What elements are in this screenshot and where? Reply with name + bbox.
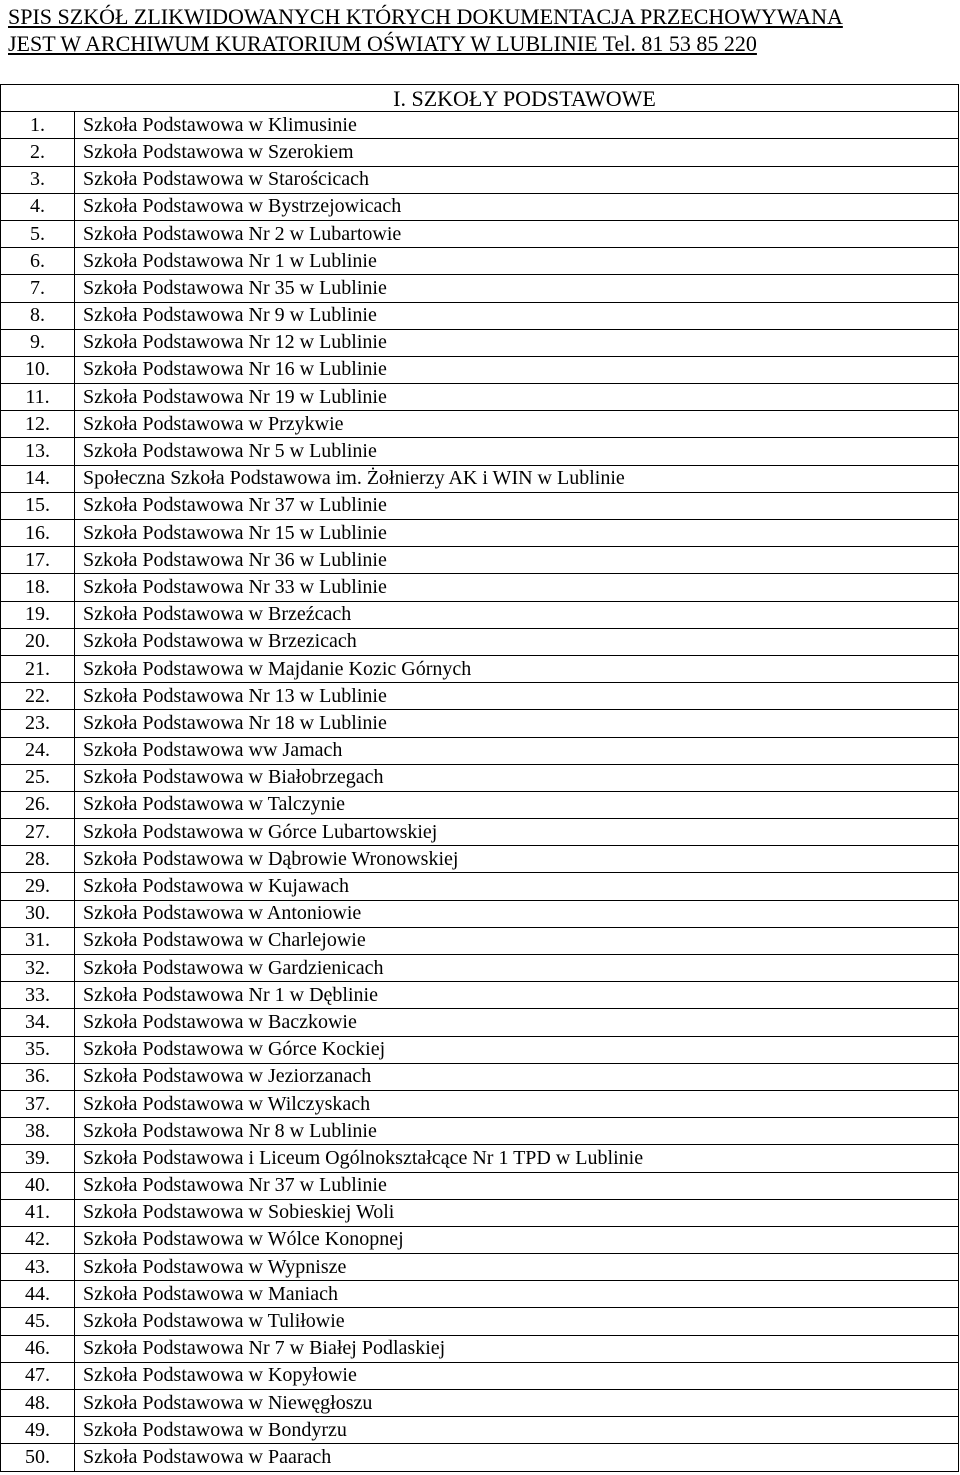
school-name: Szkoła Podstawowa Nr 36 w Lublinie xyxy=(75,547,959,574)
row-number: 29. xyxy=(1,873,75,900)
row-number: 14. xyxy=(1,465,75,492)
row-number: 24. xyxy=(1,737,75,764)
table-row xyxy=(1,1390,959,1417)
row-number: 38. xyxy=(1,1118,75,1145)
table-row xyxy=(1,112,959,139)
table-row xyxy=(1,1009,959,1036)
table-row xyxy=(1,927,959,954)
school-name: Szkoła Podstawowa w Wypnisze xyxy=(75,1254,959,1281)
row-number: 15. xyxy=(1,492,75,519)
row-number: 1. xyxy=(1,112,75,139)
school-name: Szkoła Podstawowa Nr 7 w Białej Podlaskiej xyxy=(75,1335,959,1362)
table-row xyxy=(1,356,959,383)
school-name: Szkoła Podstawowa w Przykwie xyxy=(75,411,959,438)
row-number: 5. xyxy=(1,220,75,247)
table-row xyxy=(1,1281,959,1308)
row-number: 23. xyxy=(1,710,75,737)
row-number: 18. xyxy=(1,574,75,601)
school-name: Szkoła Podstawowa w Sobieskiej Woli xyxy=(75,1199,959,1226)
school-name: Szkoła Podstawowa w Charlejowie xyxy=(75,927,959,954)
row-number: 19. xyxy=(1,601,75,628)
table-row xyxy=(1,574,959,601)
school-name: Szkoła Podstawowa w Bystrzejowicach xyxy=(75,193,959,220)
header-line-2: JEST W ARCHIWUM KURATORIUM OŚWIATY W LUBLINIE Tel. 81 53 85 220 xyxy=(8,31,757,56)
row-number: 37. xyxy=(1,1090,75,1117)
table-row xyxy=(1,900,959,927)
row-number: 9. xyxy=(1,329,75,356)
row-number: 31. xyxy=(1,927,75,954)
school-name: Szkoła Podstawowa w Górce Kockiej xyxy=(75,1036,959,1063)
table-row xyxy=(1,438,959,465)
school-name: Szkoła Podstawowa ww Jamach xyxy=(75,737,959,764)
school-name: Szkoła Podstawowa w Starościcach xyxy=(75,166,959,193)
table-row xyxy=(1,520,959,547)
row-number: 41. xyxy=(1,1199,75,1226)
row-number: 27. xyxy=(1,819,75,846)
table-row xyxy=(1,1417,959,1444)
section-header-row xyxy=(1,85,959,112)
table-row xyxy=(1,492,959,519)
school-name: Szkoła Podstawowa Nr 1 w Dęblinie xyxy=(75,982,959,1009)
table-row xyxy=(1,1362,959,1389)
row-number: 16. xyxy=(1,520,75,547)
school-name: Szkoła Podstawowa w Białobrzegach xyxy=(75,764,959,791)
school-name: Szkoła Podstawowa w Tuliłowie xyxy=(75,1308,959,1335)
school-name: Szkoła Podstawowa w Niewęgłoszu xyxy=(75,1390,959,1417)
table-row xyxy=(1,302,959,329)
school-name: Społeczna Szkoła Podstawowa im. Żołnierzy AK i WIN w Lublinie xyxy=(75,465,959,492)
row-number: 36. xyxy=(1,1063,75,1090)
table-row xyxy=(1,1308,959,1335)
table-row xyxy=(1,1063,959,1090)
table-row xyxy=(1,601,959,628)
table-row xyxy=(1,220,959,247)
table-row xyxy=(1,193,959,220)
table-row xyxy=(1,873,959,900)
school-name: Szkoła Podstawowa w Antoniowie xyxy=(75,900,959,927)
table-row xyxy=(1,411,959,438)
school-name: Szkoła Podstawowa w Dąbrowie Wronowskiej xyxy=(75,846,959,873)
row-number: 42. xyxy=(1,1226,75,1253)
school-name: Szkoła Podstawowa Nr 2 w Lubartowie xyxy=(75,220,959,247)
schools-table xyxy=(0,84,959,1472)
table-row xyxy=(1,1226,959,1253)
school-name: Szkoła Podstawowa w Kopyłowie xyxy=(75,1362,959,1389)
row-number: 34. xyxy=(1,1009,75,1036)
school-name: Szkoła Podstawowa Nr 9 w Lublinie xyxy=(75,302,959,329)
row-number: 30. xyxy=(1,900,75,927)
school-name: Szkoła Podstawowa Nr 12 w Lublinie xyxy=(75,329,959,356)
document-header xyxy=(8,3,948,57)
school-name: Szkoła Podstawowa Nr 5 w Lublinie xyxy=(75,438,959,465)
table-row xyxy=(1,329,959,356)
school-name: Szkoła Podstawowa w Majdanie Kozic Górnych xyxy=(75,655,959,682)
school-name: Szkoła Podstawowa w Klimusinie xyxy=(75,112,959,139)
row-number: 20. xyxy=(1,628,75,655)
row-number: 2. xyxy=(1,139,75,166)
school-name: Szkoła Podstawowa w Wilczyskach xyxy=(75,1090,959,1117)
table-row xyxy=(1,1444,959,1471)
school-name: Szkoła Podstawowa w Baczkowie xyxy=(75,1009,959,1036)
row-number: 21. xyxy=(1,655,75,682)
table-row xyxy=(1,139,959,166)
row-number: 12. xyxy=(1,411,75,438)
school-name: Szkoła Podstawowa w Górce Lubartowskiej xyxy=(75,819,959,846)
row-number: 48. xyxy=(1,1390,75,1417)
row-number: 45. xyxy=(1,1308,75,1335)
school-name: Szkoła Podstawowa w Brzezicach xyxy=(75,628,959,655)
school-name: Szkoła Podstawowa Nr 37 w Lublinie xyxy=(75,1172,959,1199)
school-name: Szkoła Podstawowa w Szerokiem xyxy=(75,139,959,166)
table-row xyxy=(1,655,959,682)
school-name: Szkoła Podstawowa Nr 15 w Lublinie xyxy=(75,520,959,547)
school-name: Szkoła Podstawowa w Jeziorzanach xyxy=(75,1063,959,1090)
row-number: 49. xyxy=(1,1417,75,1444)
row-number: 33. xyxy=(1,982,75,1009)
table-row xyxy=(1,1199,959,1226)
table-row xyxy=(1,764,959,791)
table-row xyxy=(1,982,959,1009)
school-name: Szkoła Podstawowa w Talczynie xyxy=(75,791,959,818)
school-name: Szkoła Podstawowa Nr 8 w Lublinie xyxy=(75,1118,959,1145)
table-row xyxy=(1,1254,959,1281)
school-name: Szkoła Podstawowa w Maniach xyxy=(75,1281,959,1308)
row-number: 3. xyxy=(1,166,75,193)
school-name: Szkoła Podstawowa Nr 1 w Lublinie xyxy=(75,248,959,275)
school-name: Szkoła Podstawowa Nr 18 w Lublinie xyxy=(75,710,959,737)
table-row xyxy=(1,248,959,275)
school-name: Szkoła Podstawowa w Gardzienicach xyxy=(75,955,959,982)
row-number: 11. xyxy=(1,384,75,411)
header-line-1: SPIS SZKÓŁ ZLIKWIDOWANYCH KTÓRYCH DOKUMENTACJA PRZECHOWYWANA xyxy=(8,4,843,29)
row-number: 43. xyxy=(1,1254,75,1281)
row-number: 46. xyxy=(1,1335,75,1362)
row-number: 13. xyxy=(1,438,75,465)
table-row xyxy=(1,819,959,846)
table-row xyxy=(1,628,959,655)
school-name: Szkoła Podstawowa Nr 13 w Lublinie xyxy=(75,683,959,710)
school-name: Szkoła Podstawowa w Wólce Konopnej xyxy=(75,1226,959,1253)
school-name: Szkoła Podstawowa Nr 16 w Lublinie xyxy=(75,356,959,383)
school-name: Szkoła Podstawowa Nr 37 w Lublinie xyxy=(75,492,959,519)
row-number: 25. xyxy=(1,764,75,791)
table-row xyxy=(1,955,959,982)
row-number: 39. xyxy=(1,1145,75,1172)
row-number: 26. xyxy=(1,791,75,818)
row-number: 6. xyxy=(1,248,75,275)
table-row xyxy=(1,166,959,193)
table-row xyxy=(1,710,959,737)
table-row xyxy=(1,1090,959,1117)
row-number: 10. xyxy=(1,356,75,383)
section-title: I. SZKOŁY PODSTAWOWE xyxy=(1,85,959,112)
table-row xyxy=(1,683,959,710)
table-row xyxy=(1,465,959,492)
table-row xyxy=(1,275,959,302)
row-number: 4. xyxy=(1,193,75,220)
table-row xyxy=(1,1145,959,1172)
school-name: Szkoła Podstawowa Nr 19 w Lublinie xyxy=(75,384,959,411)
school-name: Szkoła Podstawowa Nr 35 w Lublinie xyxy=(75,275,959,302)
row-number: 22. xyxy=(1,683,75,710)
row-number: 40. xyxy=(1,1172,75,1199)
row-number: 32. xyxy=(1,955,75,982)
table-row xyxy=(1,846,959,873)
table-row xyxy=(1,547,959,574)
table-row xyxy=(1,791,959,818)
school-name: Szkoła Podstawowa w Paarach xyxy=(75,1444,959,1471)
table-row xyxy=(1,384,959,411)
table-row xyxy=(1,1335,959,1362)
school-name: Szkoła Podstawowa w Kujawach xyxy=(75,873,959,900)
row-number: 17. xyxy=(1,547,75,574)
row-number: 8. xyxy=(1,302,75,329)
school-name: Szkoła Podstawowa i Liceum Ogólnokształcące Nr 1 TPD w Lublinie xyxy=(75,1145,959,1172)
school-name: Szkoła Podstawowa w Bondyrzu xyxy=(75,1417,959,1444)
row-number: 44. xyxy=(1,1281,75,1308)
schools-table-body xyxy=(1,85,959,1472)
school-name: Szkoła Podstawowa Nr 33 w Lublinie xyxy=(75,574,959,601)
row-number: 28. xyxy=(1,846,75,873)
table-row xyxy=(1,1036,959,1063)
row-number: 7. xyxy=(1,275,75,302)
table-row xyxy=(1,737,959,764)
row-number: 50. xyxy=(1,1444,75,1471)
row-number: 47. xyxy=(1,1362,75,1389)
school-name: Szkoła Podstawowa w Brzeźcach xyxy=(75,601,959,628)
table-row xyxy=(1,1118,959,1145)
row-number: 35. xyxy=(1,1036,75,1063)
table-row xyxy=(1,1172,959,1199)
